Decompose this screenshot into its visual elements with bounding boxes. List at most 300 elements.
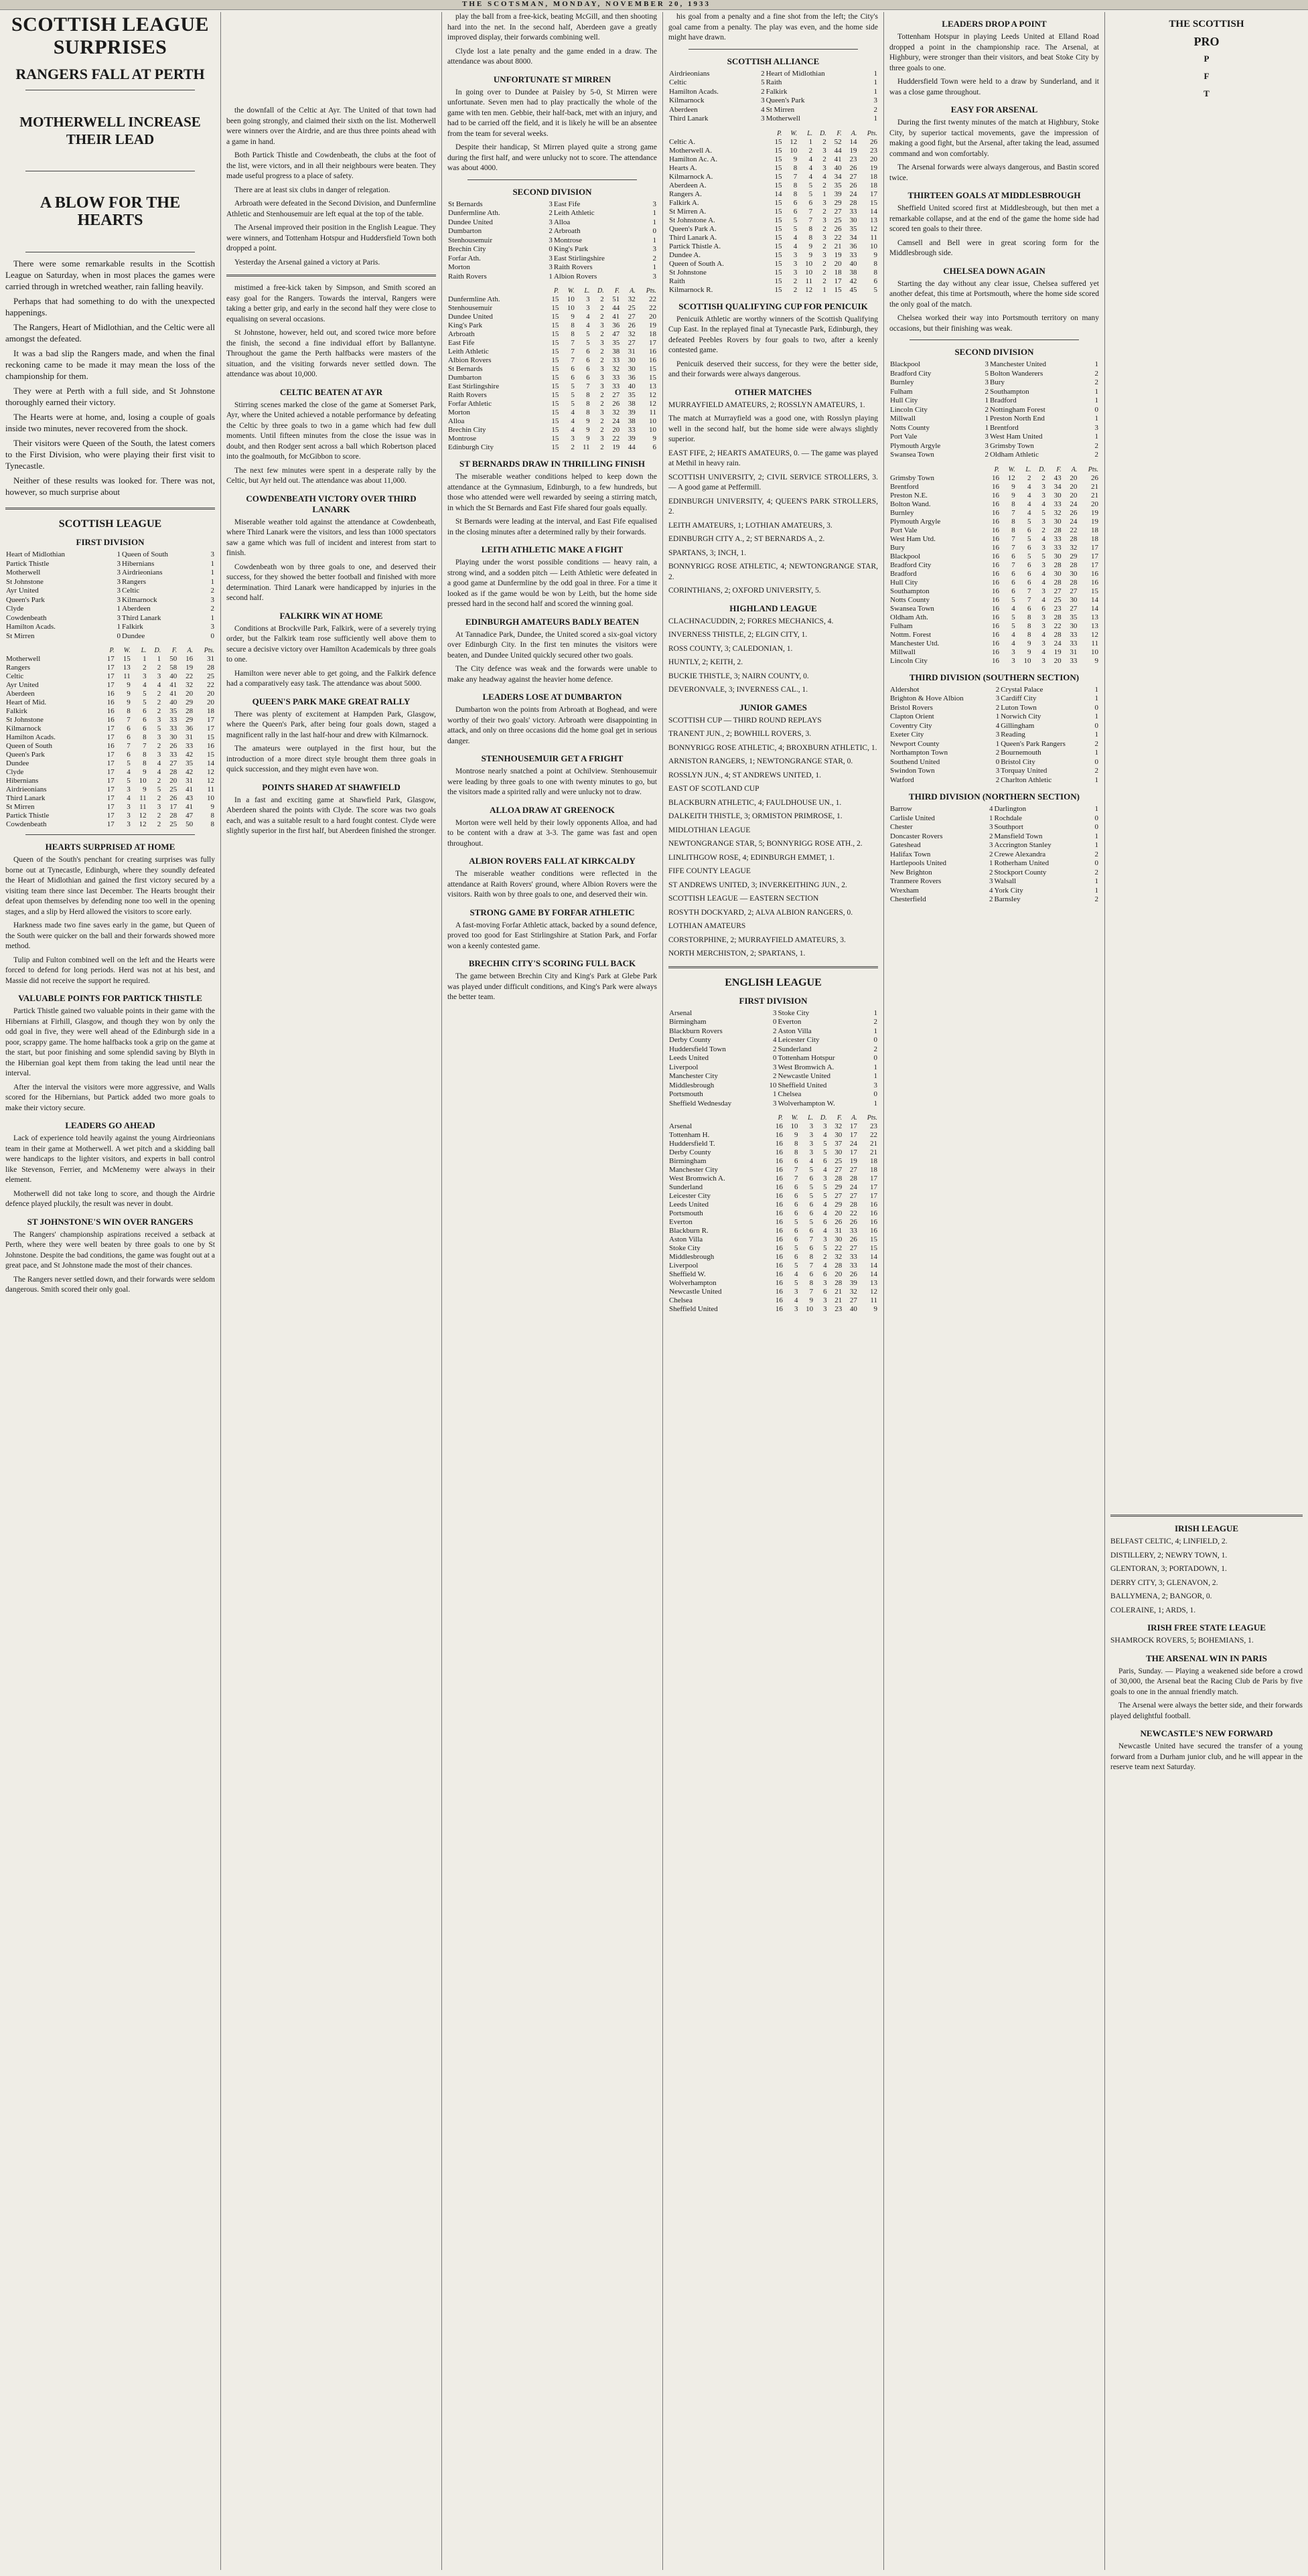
- stat-cell: 6: [823, 1157, 827, 1165]
- team-cell: Clapton Orient: [890, 712, 934, 721]
- score-cell: 1: [985, 423, 989, 432]
- stat-cell: 29: [186, 698, 194, 706]
- result-row: [889, 814, 1099, 824]
- score-cell: 3: [985, 378, 989, 386]
- stat-cell: 16: [991, 473, 999, 482]
- table-row: [5, 707, 215, 716]
- score-cell: 1: [873, 1072, 877, 1080]
- team-cell: Leicester City: [778, 1036, 820, 1044]
- stat-cell: 9: [809, 1296, 814, 1304]
- stat-cell: 4: [1041, 578, 1045, 587]
- section-title: ENGLISH LEAGUE: [725, 976, 822, 988]
- team-cell: St Bernards: [448, 365, 483, 373]
- table-row: [5, 716, 215, 725]
- stat-cell: 14: [870, 1253, 877, 1261]
- stat-cell: 6: [586, 365, 590, 373]
- stat-cell: 4: [793, 233, 798, 242]
- article-paragraph: A fast-moving Forfar Athletic attack, backed by a sound defence, proved too good for East Stirlingshire at Station Park, and Forfar won a keenly contested game.: [447, 921, 657, 950]
- stat-cell: 5: [794, 1218, 798, 1226]
- stat-cell: 28: [834, 1279, 843, 1287]
- stat-cell: 22: [649, 295, 656, 303]
- stat-cell: 8: [794, 1140, 798, 1148]
- results-table: [668, 70, 878, 124]
- stat-cell: 15: [774, 181, 782, 190]
- result-line: SHAMROCK ROVERS, 5; BOHEMIANS, 1.: [1110, 1637, 1254, 1645]
- team-cell: Brighton & Hove Albion: [890, 694, 964, 702]
- score-cell: 3: [995, 767, 1000, 775]
- stat-cell: 22: [612, 435, 620, 443]
- score-cell: 2: [995, 703, 1000, 712]
- score-cell: 2: [1094, 895, 1098, 903]
- stat-cell: 17: [1091, 552, 1098, 560]
- result-line: LEITH AMATEURS, 1; LOTHIAN AMATEURS, 3.: [668, 521, 832, 530]
- result-row: [889, 694, 1099, 704]
- stat-cell: 6: [793, 207, 798, 216]
- score-cell: 2: [873, 1018, 877, 1026]
- stat-cell: 8: [143, 751, 147, 759]
- table-row: [5, 777, 215, 785]
- stat-cell: 15: [207, 751, 214, 759]
- stat-cell: 44: [628, 443, 636, 451]
- score-cell: 3: [985, 360, 989, 368]
- table-row: [668, 1183, 878, 1192]
- table-row: [668, 1218, 878, 1227]
- team-cell: Queen of South A.: [669, 259, 724, 268]
- score-cell: 2: [1094, 441, 1098, 450]
- score-cell: 2: [1094, 739, 1098, 748]
- team-cell: New Brighton: [890, 868, 932, 877]
- stat-cell: 16: [775, 1201, 783, 1209]
- column-header: L.: [807, 129, 813, 137]
- stat-cell: 4: [808, 172, 813, 181]
- stat-cell: 20: [1070, 473, 1078, 482]
- result-row: [889, 712, 1099, 722]
- stat-cell: 9: [808, 250, 813, 259]
- column-header: Pts.: [1088, 465, 1098, 473]
- stat-cell: 10: [649, 426, 656, 434]
- team-cell: Hamilton Acads.: [6, 623, 56, 631]
- result-row: [889, 451, 1099, 460]
- article-paragraph: The miserable weather conditions were reflected in the attendance at Raith Rovers' ground, where Albion Rovers were the visitors. Raith won by three goals to one, and deserved their win.: [447, 870, 657, 899]
- result-row: [447, 273, 657, 282]
- article-paragraph: There was plenty of excitement at Hampden Park, Glasgow, where the Queen's Park, after being four goals down, staged a magnificent rally in the last half-hour and drew with Kilmarnock.: [226, 710, 436, 739]
- stat-cell: 6: [793, 198, 798, 207]
- team-cell: Sunderland: [669, 1183, 703, 1191]
- score-cell: 2: [761, 87, 765, 96]
- stat-cell: 16: [775, 1209, 783, 1217]
- table-row: [668, 1253, 878, 1262]
- stat-cell: 4: [1011, 630, 1015, 639]
- stat-cell: 9: [808, 242, 813, 250]
- stat-cell: 4: [823, 1166, 827, 1174]
- score-cell: 3: [773, 1008, 777, 1017]
- stat-cell: 17: [870, 1183, 877, 1191]
- team-cell: Luton Town: [1001, 703, 1037, 712]
- stat-cell: 9: [794, 1131, 798, 1139]
- league-table: [889, 465, 1099, 666]
- stat-cell: 33: [849, 1262, 857, 1270]
- score-cell: 10: [769, 1081, 777, 1089]
- team-cell: Partick Thistle: [6, 559, 50, 568]
- stat-cell: 11: [582, 443, 590, 451]
- team-cell: Aston Villa: [669, 1235, 703, 1243]
- stat-cell: 16: [991, 526, 999, 534]
- stat-cell: 31: [186, 777, 194, 785]
- team-cell: Aberdeen A.: [669, 181, 707, 190]
- team-cell: Partick Thistle A.: [669, 242, 721, 250]
- stat-cell: 7: [1027, 595, 1031, 604]
- stat-cell: 2: [157, 777, 161, 785]
- stat-cell: 8: [793, 190, 798, 198]
- stat-cell: 8: [794, 1148, 798, 1156]
- stat-cell: 13: [1091, 613, 1098, 621]
- article-paragraph: Miserable weather told against the attendance at Cowdenbeath, where Third Lanark were the visitors, and less than 1000 spectators saw a game which was full of incident and interest from start to finish.: [226, 518, 436, 557]
- score-cell: 2: [773, 1027, 777, 1035]
- stat-cell: 17: [870, 190, 877, 198]
- stat-cell: 15: [774, 259, 782, 268]
- stat-cell: 17: [106, 681, 115, 689]
- stat-cell: 8: [808, 233, 813, 242]
- result-row: [889, 832, 1099, 842]
- stat-cell: 4: [127, 794, 131, 802]
- stat-cell: 16: [775, 1148, 783, 1156]
- score-cell: 3: [873, 1081, 877, 1089]
- team-cell: Heart of Midlothian: [6, 550, 65, 558]
- team-cell: Kilmarnock: [122, 595, 157, 604]
- stat-cell: 32: [628, 330, 636, 338]
- table-row: [889, 561, 1099, 570]
- score-cell: 4: [995, 721, 1000, 730]
- divider: [910, 339, 1079, 340]
- stat-cell: 40: [849, 259, 857, 268]
- stat-cell: 40: [834, 163, 842, 172]
- stat-cell: 3: [1041, 491, 1045, 500]
- team-cell: Dundee United: [448, 313, 493, 321]
- article-paragraph: St Johnstone, however, held out, and scored twice more before the finish, the second a fine individual effort by Ballantyne. Throughout the game the Perth halfbacks were masters of the situation, and the visiting forwards never settled down. The attendance was about 10,000.: [226, 329, 436, 378]
- stat-cell: 16: [106, 742, 115, 750]
- result-line: BUCKIE THISTLE, 3; NAIRN COUNTY, 0.: [668, 672, 809, 680]
- table-row: [5, 733, 215, 742]
- stat-cell: 4: [571, 417, 575, 425]
- team-cell: East Stirlingshire: [553, 254, 605, 262]
- score-cell: 2: [652, 254, 656, 262]
- stat-cell: 9: [873, 1305, 877, 1313]
- stat-cell: 3: [822, 146, 826, 155]
- table-row: [889, 639, 1099, 648]
- score-cell: 2: [985, 451, 989, 459]
- stat-cell: 16: [775, 1122, 783, 1130]
- stat-cell: 32: [834, 1122, 843, 1130]
- stat-cell: 3: [127, 820, 131, 828]
- score-cell: 1: [1094, 731, 1098, 739]
- article-title: THIRTEEN GOALS AT MIDDLESBROUGH: [907, 190, 1081, 200]
- score-cell: 1: [1094, 433, 1098, 441]
- stat-cell: 33: [1070, 639, 1078, 648]
- table-row: [668, 147, 878, 155]
- stat-cell: 29: [834, 1183, 843, 1191]
- stat-cell: 16: [775, 1131, 783, 1139]
- team-cell: St Mirren: [6, 803, 35, 811]
- league-table: [447, 287, 657, 452]
- stat-cell: 33: [849, 1227, 857, 1235]
- stat-cell: 5: [809, 1166, 814, 1174]
- stat-cell: 8: [1027, 630, 1031, 639]
- stat-cell: 3: [600, 408, 604, 416]
- section-subtitle: FIRST DIVISION: [76, 537, 145, 547]
- result-line: MURRAYFIELD AMATEURS, 2; ROSSLYN AMATEURS, 1.: [668, 400, 865, 409]
- team-cell: Kilmarnock: [6, 725, 42, 733]
- score-cell: 3: [210, 595, 214, 604]
- stat-cell: 15: [774, 216, 782, 224]
- team-cell: St Johnstone: [6, 577, 44, 586]
- stat-cell: 1: [143, 655, 147, 663]
- team-cell: Dundee United: [448, 218, 493, 226]
- stat-cell: 3: [823, 1296, 827, 1304]
- table-row: [5, 820, 215, 829]
- result-row: [5, 587, 215, 596]
- stat-cell: 15: [207, 733, 214, 741]
- team-cell: Hearts A.: [669, 163, 697, 172]
- stat-cell: 31: [1070, 648, 1078, 656]
- stat-cell: 3: [1041, 639, 1045, 648]
- stat-cell: 16: [775, 1296, 783, 1304]
- table-row: [5, 681, 215, 690]
- stat-cell: 6: [794, 1157, 798, 1165]
- stat-cell: 14: [1091, 595, 1098, 604]
- column-header: P.: [554, 287, 559, 295]
- stat-cell: 17: [106, 751, 115, 759]
- lead-paragraph: It was a bad slip the Rangers made, and when the final reckoning came to be made it may mean the loss of the championship for them.: [5, 348, 215, 381]
- stat-cell: 9: [127, 698, 131, 706]
- stat-cell: 6: [127, 725, 131, 733]
- team-cell: Crystal Palace: [1001, 685, 1043, 694]
- result-row: [668, 1100, 878, 1109]
- column-header: A.: [187, 647, 194, 654]
- stat-cell: 12: [790, 137, 798, 146]
- article-paragraph: The Rangers never settled down, and their forwards were seldom dangerous. Smith scored their only goal.: [5, 1275, 215, 1294]
- team-cell: Manchester City: [669, 1166, 719, 1174]
- stat-cell: 13: [870, 1279, 877, 1287]
- column-header: [668, 1114, 768, 1122]
- stat-cell: 6: [823, 1270, 827, 1278]
- stat-cell: 5: [793, 216, 798, 224]
- stat-cell: 2: [823, 1253, 827, 1261]
- article-title: ST BERNARDS DRAW IN THRILLING FINISH: [459, 459, 646, 469]
- result-row: [889, 686, 1099, 695]
- stat-cell: 27: [628, 313, 636, 321]
- score-cell: 3: [652, 272, 656, 281]
- stat-cell: 2: [822, 242, 826, 250]
- result-row: [447, 245, 657, 254]
- stat-cell: 38: [628, 400, 636, 408]
- team-cell: Third Lanark: [669, 115, 709, 123]
- score-cell: 1: [117, 623, 121, 631]
- stat-cell: 8: [1027, 621, 1031, 630]
- table-row: [889, 587, 1099, 596]
- stat-cell: 7: [1011, 534, 1015, 543]
- stat-cell: 6: [586, 356, 590, 364]
- stat-cell: 16: [991, 517, 999, 526]
- stat-cell: 6: [794, 1192, 798, 1200]
- column-header: Pts.: [867, 1114, 877, 1122]
- stat-cell: 17: [649, 339, 656, 347]
- score-cell: 2: [549, 209, 553, 217]
- stat-cell: 15: [774, 146, 782, 155]
- team-cell: Celtic: [122, 587, 140, 595]
- score-cell: 2: [549, 227, 553, 235]
- team-cell: Kilmarnock: [669, 96, 705, 104]
- table-row: [889, 544, 1099, 552]
- team-cell: Exeter City: [890, 731, 924, 739]
- score-cell: 3: [761, 96, 765, 104]
- team-cell: Montrose: [448, 435, 477, 443]
- team-cell: Gateshead: [890, 841, 921, 849]
- result-row: [889, 731, 1099, 740]
- stat-cell: 3: [1041, 543, 1045, 552]
- stat-cell: 9: [873, 250, 877, 259]
- stat-cell: 15: [551, 295, 559, 303]
- score-cell: 2: [995, 749, 1000, 757]
- result-row: [889, 740, 1099, 749]
- team-cell: Port Vale: [890, 526, 918, 534]
- stat-cell: 36: [628, 374, 636, 382]
- article-title: UNFORTUNATE ST MIRREN: [493, 74, 611, 84]
- stat-cell: 37: [834, 1140, 843, 1148]
- team-cell: East Stirlingshire: [448, 382, 500, 390]
- team-cell: Tranmere Rovers: [890, 877, 942, 885]
- stat-cell: 10: [870, 242, 877, 250]
- article-paragraph: Despite their handicap, St Mirren played quite a strong game during the first half, and were unlucky not to score. The attendance was about 4000.: [447, 143, 657, 172]
- stat-cell: 36: [612, 321, 620, 329]
- stat-cell: 9: [1011, 482, 1015, 491]
- team-cell: Swansea Town: [890, 451, 934, 459]
- table-row: [668, 1166, 878, 1175]
- stat-cell: 20: [1053, 656, 1062, 665]
- stat-cell: 9: [793, 155, 798, 163]
- stat-cell: 39: [834, 190, 842, 198]
- table-row: [447, 295, 657, 304]
- stat-cell: 26: [849, 181, 857, 190]
- result-line: DEVERONVALE, 3; INVERNESS CAL., 1.: [668, 686, 808, 694]
- column-header: F.: [171, 647, 177, 654]
- article-paragraph: Cowdenbeath won by three goals to one, and deserved their success, for they showed the better football and finished with more determination. Third Lanark were handicapped by injuries in the second half.: [226, 562, 436, 602]
- stat-cell: 31: [834, 1227, 843, 1235]
- stat-cell: 17: [870, 1192, 877, 1200]
- score-cell: 2: [985, 387, 989, 396]
- team-cell: Grimsby Town: [890, 473, 934, 482]
- article-paragraph: Huddersfield Town were held to a draw by Sunderland, and it was a close game throughout.: [889, 78, 1099, 96]
- score-cell: 4: [989, 805, 993, 813]
- table-row: [668, 1140, 878, 1148]
- stat-cell: 6: [1027, 569, 1031, 578]
- article-title: POINTS SHARED AT SHAWFIELD: [262, 781, 401, 792]
- score-cell: 1: [985, 414, 989, 423]
- article-title: JUNIOR GAMES: [739, 702, 807, 712]
- team-cell: Cardiff City: [1001, 694, 1037, 702]
- divider: [5, 508, 215, 510]
- stat-cell: 27: [834, 1192, 843, 1200]
- result-row: [447, 254, 657, 264]
- column-header: D.: [597, 287, 604, 295]
- score-cell: 0: [117, 631, 121, 640]
- stat-cell: 11: [1091, 639, 1098, 648]
- stat-cell: 22: [649, 304, 656, 312]
- result-row: [668, 1054, 878, 1063]
- team-cell: Sheffield United: [778, 1081, 827, 1089]
- score-cell: 0: [873, 1036, 877, 1044]
- stat-cell: 15: [551, 443, 559, 451]
- stat-cell: 16: [991, 621, 999, 630]
- table-row: [5, 794, 215, 803]
- team-cell: Liverpool: [669, 1063, 699, 1071]
- team-cell: Burnley: [890, 378, 914, 386]
- stat-cell: 15: [774, 233, 782, 242]
- stat-cell: 6: [808, 198, 813, 207]
- stat-cell: 39: [628, 408, 636, 416]
- team-cell: Southampton: [989, 387, 1029, 396]
- stat-cell: 10: [207, 794, 214, 802]
- stat-cell: 27: [612, 391, 620, 399]
- article-title: OTHER MATCHES: [735, 386, 812, 397]
- stat-cell: 32: [612, 408, 620, 416]
- result-row: [889, 424, 1099, 433]
- stat-cell: 15: [834, 285, 842, 294]
- article-paragraph: Playing under the worst possible conditions — heavy rain, a strong wind, and a sodden pitch — Leith Athletic were defeated in a good game at Dunfermline by the odd goal in three. For a time it looked as if the game would be won by Leith, but the home side pressed hard in the second half and scored the winning goal.: [447, 558, 657, 608]
- lead-paragraph: There were some remarkable results in the Scottish League on Saturday, when in most places the games were carried through in wretched weather, rain falling heavily.: [5, 258, 215, 291]
- table-row: [889, 622, 1099, 631]
- article-title: THE SCOTTISH: [1169, 19, 1244, 29]
- table-row: [668, 1279, 878, 1288]
- article-title: PRO: [1193, 35, 1220, 48]
- stat-cell: 16: [991, 613, 999, 621]
- table-row: [668, 173, 878, 181]
- stat-cell: 15: [551, 321, 559, 329]
- stat-cell: 17: [106, 655, 115, 663]
- stat-cell: 3: [157, 716, 161, 724]
- score-cell: 3: [652, 200, 656, 208]
- stat-cell: 17: [106, 777, 115, 785]
- table-header-row: [447, 287, 657, 295]
- score-cell: 3: [985, 433, 989, 441]
- table-row: [889, 579, 1099, 587]
- article-paragraph: Conditions at Brockville Park, Falkirk, were of a severely trying order, but the Falkirk team rose sufficiently well above them to secure a decisive victory over Hamilton Academicals by three goals to one.: [226, 624, 436, 664]
- stat-cell: 5: [1027, 517, 1031, 526]
- stat-cell: 22: [834, 1244, 843, 1252]
- stat-cell: 28: [1053, 526, 1062, 534]
- column-1: [0, 12, 221, 2570]
- result-row: [889, 805, 1099, 814]
- stat-cell: 27: [834, 1166, 843, 1174]
- stat-cell: 17: [849, 1148, 857, 1156]
- stat-cell: 3: [600, 374, 604, 382]
- stat-cell: 8: [1027, 613, 1031, 621]
- stat-cell: 36: [186, 725, 194, 733]
- stat-cell: 28: [849, 1175, 857, 1183]
- results-table: [668, 1009, 878, 1109]
- result-line: ST ANDREWS UNITED, 3; INVERKEITHING JUN., 2.: [668, 881, 847, 889]
- team-cell: West Ham United: [989, 433, 1043, 441]
- result-row: [668, 1009, 878, 1018]
- lead-paragraph: They were at Perth with a full side, and St Johnstone thoroughly earned their victory.: [5, 386, 215, 407]
- table-row: [668, 269, 878, 277]
- article-paragraph: Stirring scenes marked the close of the game at Somerset Park, Ayr, where the United achieved a notable performance by defeating the Celtic by three goals to two in a game which had few dull moments. Until fifteen minutes from the close the issue was in doubt, and then Rodger sent across a ball which Robertson placed into the goalmouth, for McGibbon to score.: [226, 400, 436, 461]
- stat-cell: 12: [870, 1288, 877, 1296]
- stat-cell: 17: [1091, 543, 1098, 552]
- result-row: [889, 877, 1099, 887]
- team-cell: Manchester Utd.: [890, 639, 940, 648]
- result-row: [889, 388, 1099, 397]
- team-cell: Bradford City: [890, 560, 932, 569]
